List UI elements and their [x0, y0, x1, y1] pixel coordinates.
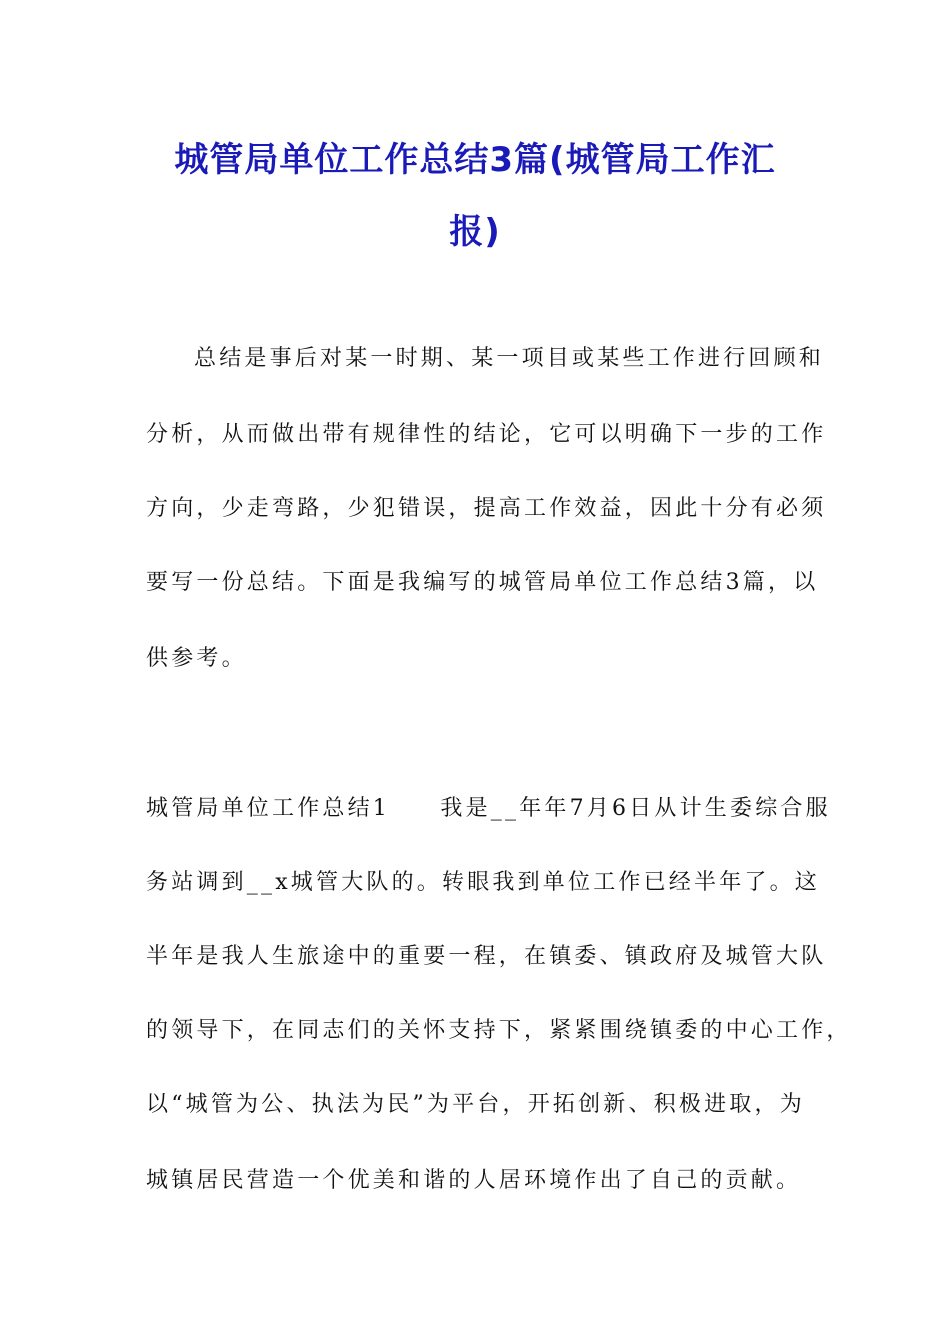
document-title-line-2: 报): [449, 212, 501, 252]
intro-paragraph-line: 分析，从而做出带有规律性的结论，它可以明确下一步的工作: [146, 422, 827, 447]
section-1-line: 城管局单位工作总结1 我是__年年7月6日从计生委综合服: [146, 796, 831, 821]
intro-paragraph-line: 供参考。: [146, 646, 247, 671]
section-1-line: 以“城管为公、执法为民”为平台，开拓创新、积极进取，为: [146, 1092, 805, 1117]
section-1-line: 城镇居民营造一个优美和谐的人居环境作出了自己的贡献。: [146, 1168, 802, 1193]
section-1-line: 务站调到__x城管大队的。转眼我到单位工作已经半年了。这: [146, 870, 821, 895]
section-1-line: 半年是我人生旅途中的重要一程，在镇委、镇政府及城管大队: [146, 944, 827, 969]
intro-paragraph-line: 要写一份总结。下面是我编写的城管局单位工作总结3篇，以: [146, 570, 819, 595]
section-1-line: 的领导下，在同志们的关怀支持下，紧紧围绕镇委的中心工作，: [146, 1018, 852, 1043]
intro-paragraph-line: 总结是事后对某一时期、某一项目或某些工作进行回顾和: [194, 346, 825, 371]
intro-paragraph-line: 方向，少走弯路，少犯错误，提高工作效益，因此十分有必须: [146, 496, 827, 521]
document-title-line-1: 城管局单位工作总结3篇(城管局工作汇: [174, 140, 776, 180]
